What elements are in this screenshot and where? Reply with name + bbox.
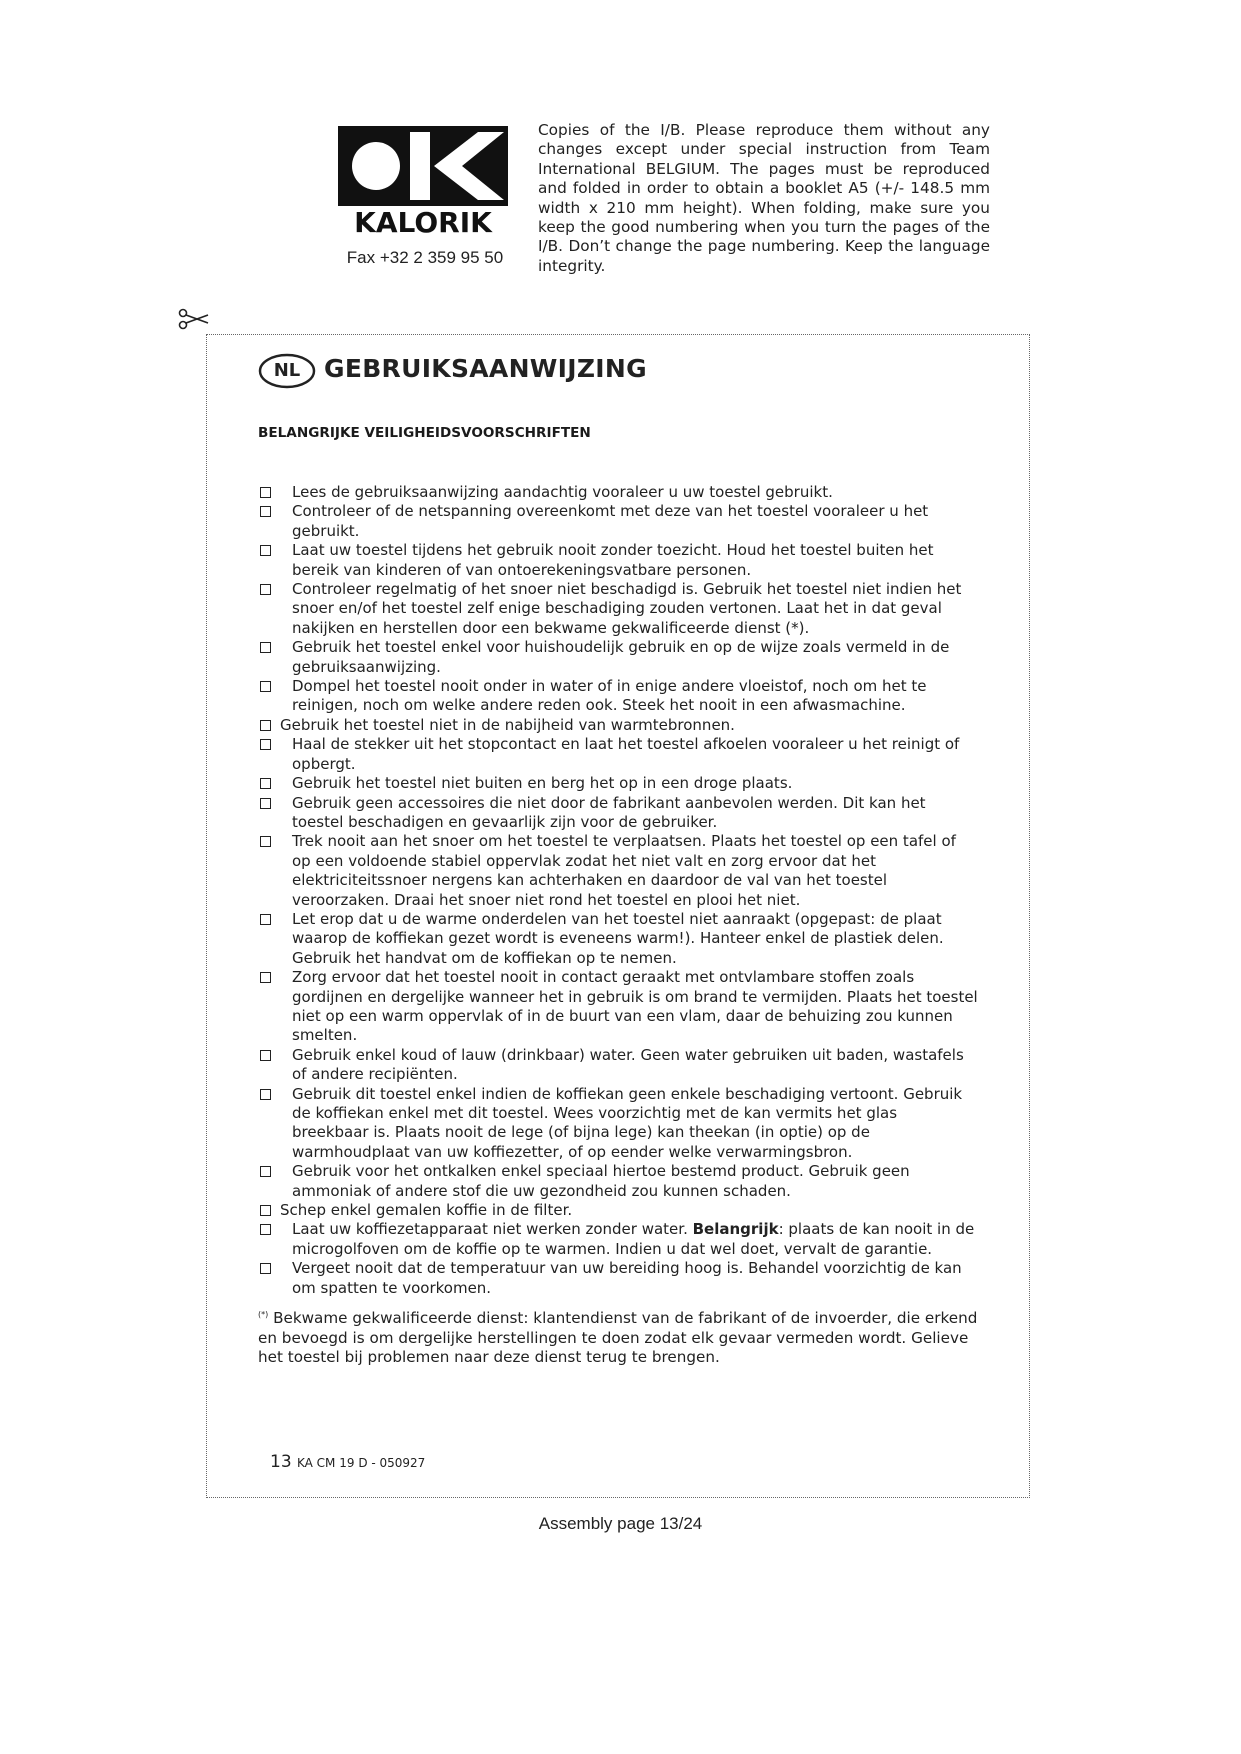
checkbox-icon [260, 914, 271, 925]
checkbox-icon [260, 506, 271, 517]
list-item: Schep enkel gemalen koffie in de filter. [258, 1201, 978, 1220]
kalorik-logo [338, 126, 508, 238]
assembly-header [0, 0, 1241, 300]
footnote-marker: (*) [258, 1310, 269, 1319]
list-item: Gebruik enkel koud of lauw (drinkbaar) water. Geen water gebruiken uit baden, wastafels of andere recipiënten. [258, 1046, 978, 1085]
checkbox-icon [260, 798, 271, 809]
checkbox-icon [260, 545, 271, 556]
checkbox-icon [260, 739, 271, 750]
list-item: Laat uw toestel tijdens het gebruik nooit zonder toezicht. Houd het toestel buiten het bereik van kinderen of van ontoerekeningsvatbare personen. [258, 541, 978, 580]
checkbox-icon [260, 1205, 271, 1216]
list-item: Controleer regelmatig of het snoer niet beschadigd is. Gebruik het toestel niet indien het snoer en/of het toestel zelf enige beschadiging zouden vertonen. Laat het in dat geval nakijken en herstellen door een bekwame gekwalificeerde dienst (*). [258, 580, 978, 638]
list-item: Haal de stekker uit het stopcontact en laat het toestel afkoelen vooraleer u het reinigt of opbergt. [258, 735, 978, 774]
fax-number: Fax +32 2 359 95 50 [346, 248, 504, 267]
checkbox-icon [260, 584, 271, 595]
document-title: GEBRUIKSAANWIJZING [324, 354, 647, 383]
important-label: Belangrijk [692, 1220, 779, 1239]
checkbox-icon [260, 642, 271, 653]
svg-text:KALORIK: KALORIK [354, 206, 492, 238]
checkbox-icon [260, 778, 271, 789]
list-item: Gebruik het toestel enkel voor huishoudelijk gebruik en op de wijze zoals vermeld in de gebruiksaanwijzing. [258, 638, 978, 677]
checkbox-icon [260, 720, 271, 731]
list-item: Vergeet nooit dat de temperatuur van uw bereiding hoog is. Behandel voorzichtig de kan om spatten te voorkomen. [258, 1259, 978, 1298]
checkbox-icon [260, 1224, 271, 1235]
checkbox-icon [260, 487, 271, 498]
page-number: 13 [270, 1452, 292, 1472]
reproduction-note: Copies of the I/B. Please reproduce them without any changes except under special instruction from Team International BELGIUM. The pages must be reproduced and folded in order to obtain a booklet A5 (+/- 148.5 mm width x 210 mm height). When folding, make sure you keep the good numbering when you turn the pages of the I/B. Don’t change the page numbering. Keep the language integrity. [538, 121, 990, 275]
language-code: NL [273, 360, 301, 381]
list-item: Let erop dat u de warme onderdelen van het toestel niet aanraakt (opgepast: de plaat waarop de koffiekan gezet wordt is eveneens warm!). Hanteer enkel de plastiek delen. Gebruik het handvat om de koffiekan op te nemen. [258, 910, 978, 968]
list-item: Lees de gebruiksaanwijzing aandachtig vooraleer u uw toestel gebruikt. [258, 483, 978, 502]
assembly-page-label: Assembly page 13/24 [538, 1514, 703, 1533]
checkbox-icon [260, 972, 271, 983]
scissors-icon [178, 308, 212, 330]
list-item: Gebruik voor het ontkalken enkel speciaal hiertoe bestemd product. Gebruik geen ammoniak of andere stof die uw gezondheid zou kunnen schaden. [258, 1162, 978, 1201]
checkbox-icon [260, 681, 271, 692]
safety-rules-list [258, 483, 978, 1298]
list-item: Controleer of de netspanning overeenkomt met deze van het toestel vooraleer u het gebruikt. [258, 502, 978, 541]
footnote [258, 1305, 988, 1368]
list-item: Gebruik het toestel niet in de nabijheid van warmtebronnen. [258, 716, 978, 735]
checkbox-icon [260, 1050, 271, 1061]
list-item: Gebruik geen accessoires die niet door de fabrikant aanbevolen werden. Dit kan het toestel beschadigen en gevaarlijk zijn voor de gebruiker. [258, 794, 978, 833]
list-item: Dompel het toestel nooit onder in water of in enige andere vloeistof, noch om het te reinigen, noch om welke andere reden ook. Steek het nooit in een afwasmachine. [258, 677, 978, 716]
checkbox-icon [260, 1263, 271, 1274]
section-title: BELANGRIJKE VEILIGHEIDSVOORSCHRIFTEN [258, 425, 591, 441]
list-item: Gebruik het toestel niet buiten en berg het op in een droge plaats. [258, 774, 978, 793]
list-item: Zorg ervoor dat het toestel nooit in contact geraakt met ontvlambare stoffen zoals gordijnen en dergelijke wanneer het in gebruik is om brand te vermijden. Plaats het toestel niet op een warm oppervlak of in de buurt van een vlam, daar de behuizing zou kunnen smelten. [258, 968, 978, 1046]
checkbox-icon [260, 836, 271, 847]
list-item: Laat uw koffiezetapparaat niet werken zonder water. Belangrijk: plaats de kan nooit in de microgolfoven om de koffie op te warmen. Indien u dat wel doet, vervalt de garantie. [258, 1220, 978, 1259]
footnote-text: Bekwame gekwalificeerde dienst: klantendienst van de fabrikant of de invoerder, die erkend en bevoegd is om dergelijke herstellingen te doen zodat elk gevaar vermeden wordt. Gelieve het toestel bij problemen naar deze dienst terug te brengen. [258, 1309, 978, 1366]
model-code: KA CM 19 D - 050927 [297, 1456, 426, 1470]
checkbox-icon [260, 1166, 271, 1177]
list-item: Trek nooit aan het snoer om het toestel te verplaatsen. Plaats het toestel op een tafel of op een voldoende stabiel oppervlak zodat het niet valt en zorg ervoor dat het elektriciteitssnoer nergens kan achterhaken en daardoor de val van het toestel veroorzaken. Draai het snoer niet rond het toestel en plooi het niet. [258, 832, 978, 910]
checkbox-icon [260, 1089, 271, 1100]
list-item: Gebruik dit toestel enkel indien de koffiekan geen enkele beschadiging vertoont. Gebruik de koffiekan enkel met dit toestel. Wees voorzichtig met de kan vermits het glas breekbaar is. Plaats nooit de lege (of bijna lege) kan theekan (in optie) op de warmhoudplaat van uw koffiezetter, of op eender welke verwarmingsbron. [258, 1085, 978, 1163]
